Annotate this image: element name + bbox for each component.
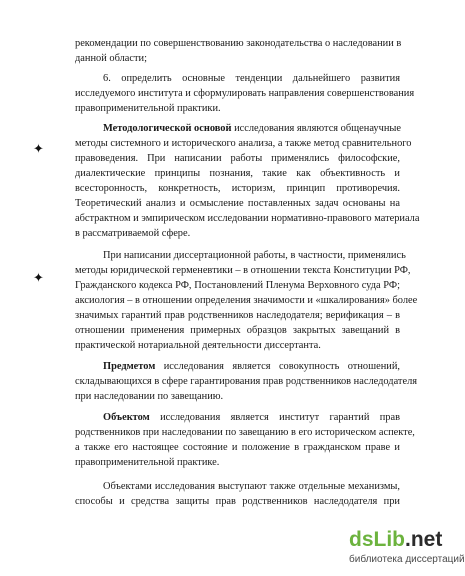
text-line: диалектические принципы познания, такие как объективность и bbox=[75, 168, 400, 179]
text-line: при наследовании по завещанию. bbox=[75, 391, 224, 402]
text-line: правоприменительной практике. bbox=[75, 457, 220, 468]
text-line: методы юридической герменевтики – в отношении текста Конституции РФ, bbox=[75, 265, 411, 276]
text-line: правоведения. При написании работы применялись философские, bbox=[75, 153, 400, 164]
scan-mark-icon: ✦ bbox=[33, 142, 44, 157]
text-line: складывающихся в сфере гарантирования прав родственников наследодателя bbox=[75, 376, 418, 387]
text-line: аксиология – в отношении определения значимости и «шкалирования» более bbox=[75, 295, 418, 306]
bold-term: Методологической основой bbox=[103, 123, 232, 134]
text-line: абстрактном и эмпирическом исследовании нормативно-правового материала bbox=[75, 213, 420, 224]
text-line: отношении применения примерных образцов закрытых завещаний в bbox=[75, 325, 400, 336]
text-line: 6. определить основные тенденции дальнейшего развития bbox=[103, 73, 400, 84]
text-line: данной области; bbox=[75, 53, 147, 64]
text-line: практической нотариальной деятельности диссертанта. bbox=[75, 340, 321, 351]
bold-term: Объектом bbox=[103, 412, 150, 423]
text-line: рекомендации по совершенствованию законодательства о наследовании в bbox=[75, 38, 402, 49]
text-line: Методологической основой исследования являются общенаучные bbox=[103, 123, 401, 134]
text-line: способы и средства защиты прав родственников наследодателя при bbox=[75, 496, 400, 507]
text-line: Теоретический анализ и осмысление поставленных задач основаны на bbox=[75, 198, 400, 209]
scan-mark-icon: ✦ bbox=[33, 271, 44, 286]
text-line: методы системного и исторического анализа, а также метод сравнительного bbox=[75, 138, 412, 149]
text-line: Объектами исследования выступают также отдельные механизмы, bbox=[103, 481, 400, 492]
text-line: Гражданского кодекса РФ, Постановлений Пленума Верховного суда РФ; bbox=[75, 280, 400, 291]
text-line: правоприменительной практики. bbox=[75, 103, 221, 114]
logo-wordmark: dsLib.net bbox=[349, 528, 443, 551]
bold-term: Предметом bbox=[103, 361, 156, 372]
text-line: в рассматриваемой сфере. bbox=[75, 228, 191, 239]
text-line: всесторонность, конкретность, историзм, принцип противоречия. bbox=[75, 183, 400, 194]
logo-tagline: библиотека диссертаций bbox=[349, 554, 465, 565]
dslib-watermark-logo bbox=[349, 528, 465, 572]
text-line: значимых гарантий прав родственников наследодателя; верификация – в bbox=[75, 310, 400, 321]
text-line: родственников при наследовании по завещанию в его историческом аспекте, bbox=[75, 427, 415, 438]
text-line: При написании диссертационной работы, в частности, применялись bbox=[103, 250, 406, 261]
text-line: а также его настоящее состояние и положение в гражданском праве и bbox=[75, 442, 400, 453]
text-line: исследуемого института и сформулировать направления совершенствования bbox=[75, 88, 415, 99]
text-line: Объектом исследования является институт гарантий прав bbox=[103, 412, 400, 423]
text-line: Предметом исследования является совокупность отношений, bbox=[103, 361, 400, 372]
